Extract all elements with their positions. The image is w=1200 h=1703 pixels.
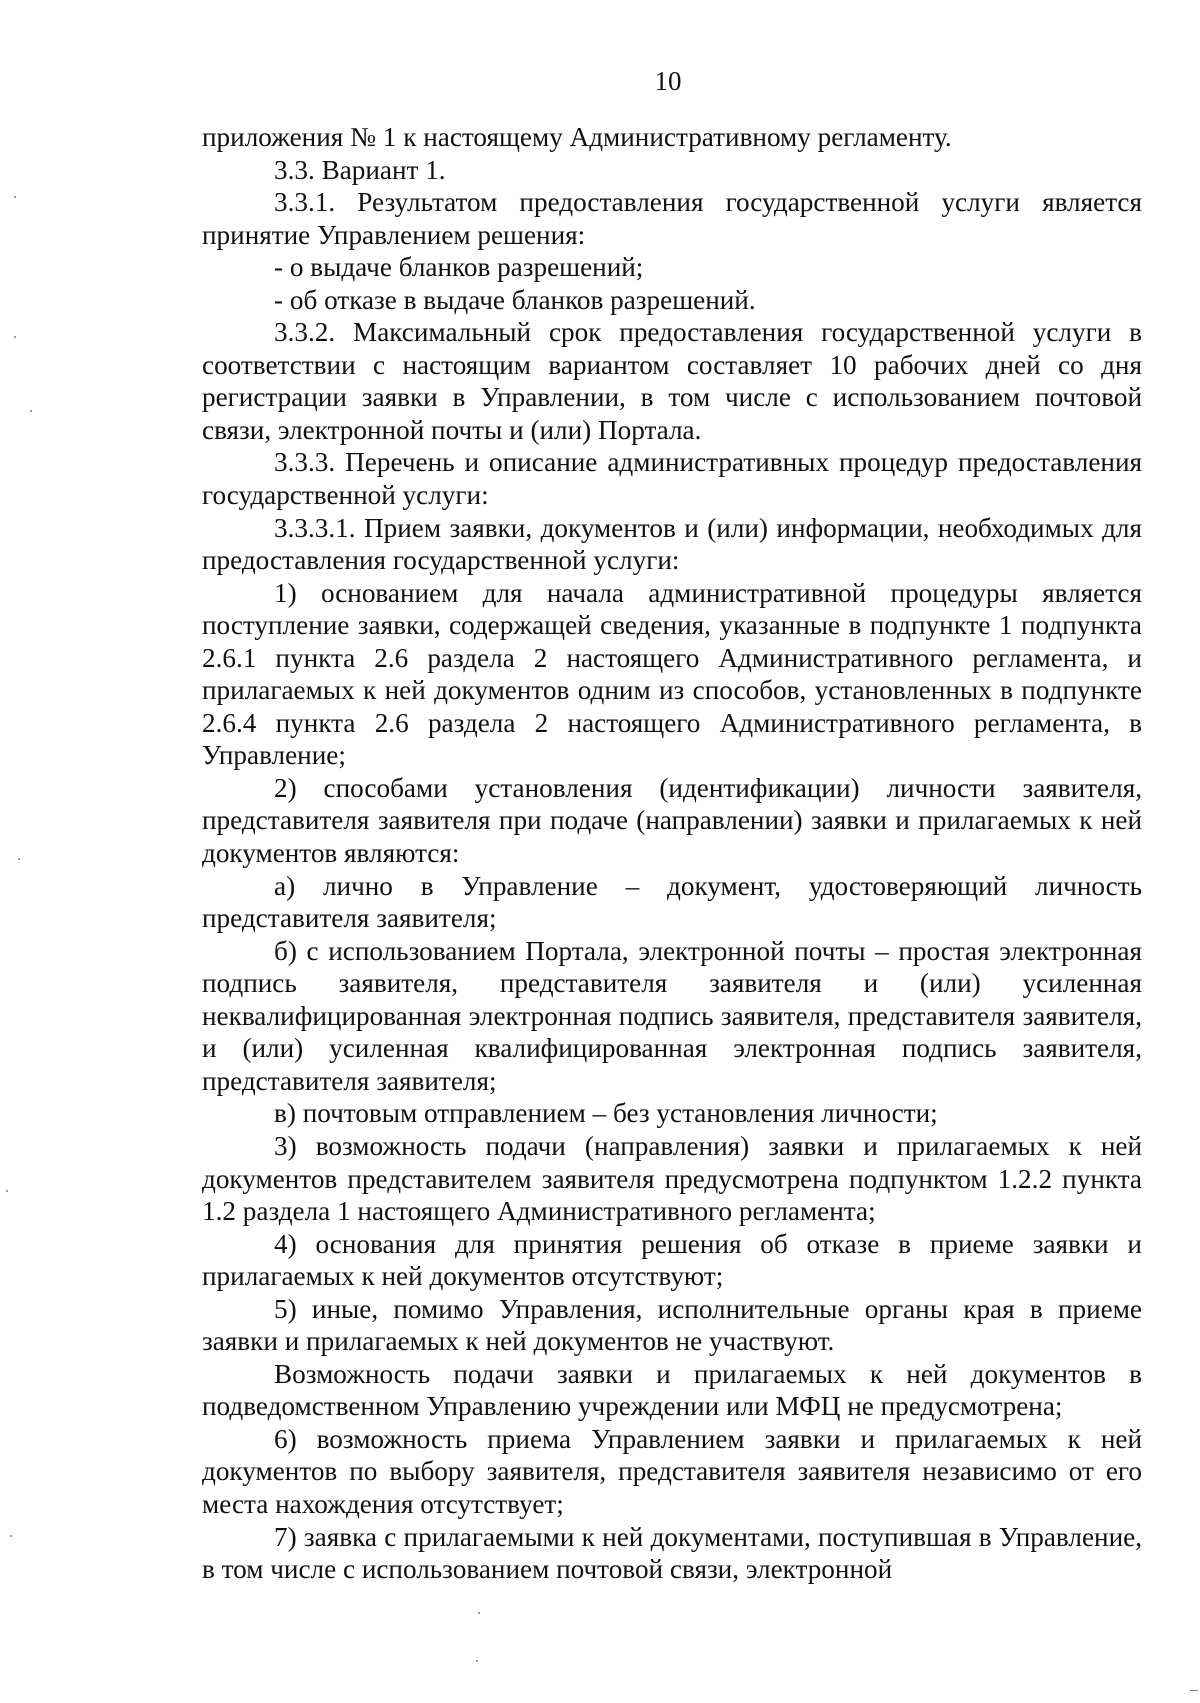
- list-item: б) с использованием Портала, электронной почты – простая электронная подпись заявителя, представителя заявителя и (или) усиленная неквалифицированная электронная подпись заявителя, представителя заявителя, и (или) усиленная квалифицированная электронная подпись заявителя, представителя заявителя;: [202, 935, 1142, 1096]
- list-item: - об отказе в выдаче бланков разрешений.: [274, 284, 756, 315]
- list-item: 5) иные, помимо Управления, исполнительные органы края в приеме заявки и прилагаемых к ней документов не участвуют.: [202, 1293, 1142, 1357]
- list-item: 4) основания для принятия решения об отказе в приеме заявки и прилагаемых к ней документов отсутствуют;: [202, 1228, 1142, 1292]
- scan-artifact: [478, 1612, 480, 1614]
- paragraph: приложения № 1 к настоящему Административному регламенту.: [202, 122, 952, 152]
- scan-artifact: [14, 336, 16, 338]
- list-item: 1) основанием для начала административной процедуры является поступление заявки, содержащей сведения, указанные в подпункте 1 подпункта 2.6.1 пункта 2.6 раздела 2 настоящего Административного регламента, и прилагаемых к ней документов одним из способов, установленных в подпункте 2.6.4 пункта 2.6 раздела 2 настоящего Административного регламента, в Управление;: [202, 577, 1142, 771]
- section-heading: 3.3. Вариант 1.: [274, 154, 446, 185]
- scan-artifact: [1190, 1690, 1198, 1691]
- scan-artifact: [18, 858, 20, 860]
- scan-artifact: [30, 410, 32, 412]
- paragraph: 3.3.3.1. Прием заявки, документов и (или) информации, необходимых для предоставления государственной услуги:: [202, 512, 1142, 576]
- scan-artifact: [14, 196, 16, 198]
- list-item: а) лично в Управление – документ, удостоверяющий личность представителя заявителя;: [202, 870, 1142, 934]
- paragraph: 3.3.2. Максимальный срок предоставления государственной услуги в соответствии с настоящим вариантом составляет 10 рабочих дней со дня регистрации заявки в Управлении, в том числе с использованием почтовой связи, электронной почты и (или) Портала.: [202, 317, 1142, 445]
- list-item: 2) способами установления (идентификации) личности заявителя, представителя заявителя при подаче (направлении) заявки и прилагаемых к ней документов являются:: [202, 772, 1142, 869]
- list-item: в) почтовым отправлением – без установления личности;: [274, 1098, 938, 1129]
- list-item: 7) заявка с прилагаемыми к ней документами, поступившая в Управление, в том числе с использованием почтовой связи, электронной: [202, 1521, 1142, 1585]
- scan-artifact: [6, 1190, 8, 1192]
- scan-artifact: [10, 1535, 12, 1537]
- list-item: 6) возможность приема Управлением заявки и прилагаемых к ней документов по выбору заявителя, представителя заявителя независимо от его места нахождения отсутствует;: [202, 1423, 1142, 1519]
- document-body: [202, 121, 1142, 1586]
- scan-artifact: [476, 1660, 478, 1662]
- list-item: 3) возможность подачи (направления) заявки и прилагаемых к ней документов представителем заявителя предусмотрена подпунктом 1.2.2 пункта 1.2 раздела 1 настоящего Административного регламента;: [202, 1130, 1142, 1227]
- page-number: 10: [654, 66, 682, 96]
- paragraph: Возможность подачи заявки и прилагаемых к ней документов в подведомственном Управлению учреждении или МФЦ не предусмотрена;: [202, 1358, 1142, 1422]
- paragraph: 3.3.1. Результатом предоставления государственной услуги является принятие Управлением решения:: [202, 187, 1142, 250]
- list-item: - о выдаче бланков разрешений;: [274, 252, 644, 283]
- paragraph: 3.3.3. Перечень и описание административных процедур предоставления государственной услуги:: [202, 447, 1142, 511]
